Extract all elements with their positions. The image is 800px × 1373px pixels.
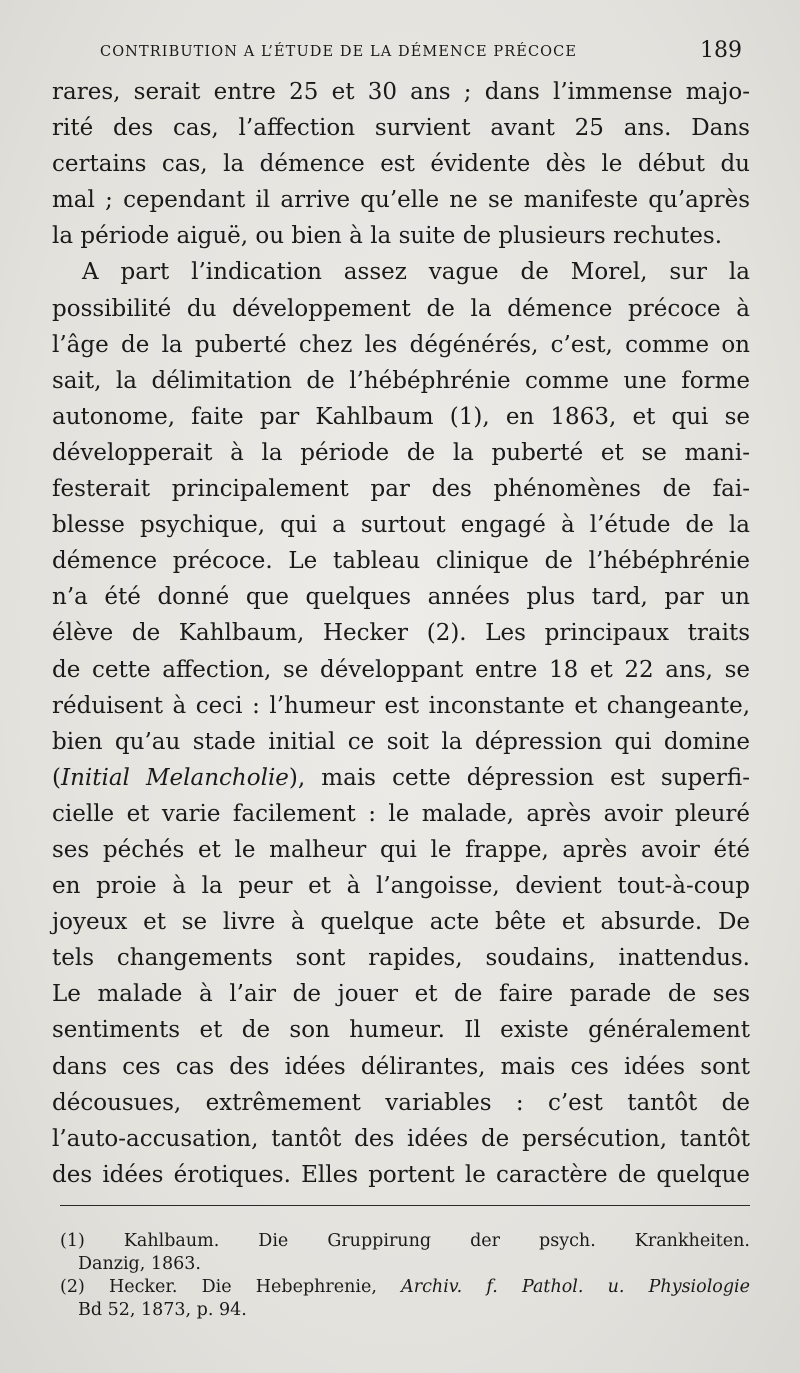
footnote-2	[60, 1276, 750, 1299]
running-head	[100, 36, 742, 66]
footnote-1: (1) Kahlbaum. Die Gruppirung der psych. Krankheiten.	[60, 1231, 750, 1251]
footnote-1-continued: Danzig, 1863.	[78, 1254, 201, 1274]
text-line: dans ces cas des idées délirantes, mais ces idées sont	[52, 1053, 750, 1080]
body-text	[52, 74, 750, 1193]
footnote-2-text: (2) Hecker. Die Hebephrenie,	[60, 1277, 402, 1297]
text-line: Le malade à l’air de jouer et de faire parade de ses	[52, 981, 750, 1008]
text-line: en proie à la peur et à l’angoisse, devient tout-à-coup	[52, 873, 750, 900]
text-line: démence précoce. Le tableau clinique de l’hébéphrénie	[52, 548, 750, 575]
text-line: n’a été donné que quelques années plus tard, par un	[52, 584, 750, 611]
text-line: festerait principalement par des phénomènes de fai-	[52, 476, 750, 503]
text-line: développerait à la période de la puberté et se mani-	[52, 439, 750, 466]
text-line: ses péchés et le malheur qui le frappe, après avoir été	[52, 836, 750, 863]
footnotes	[60, 1230, 750, 1322]
text-line: décousues, extrêmement variables : c’est tantôt de	[52, 1089, 750, 1116]
text-line: mal ; cependant il arrive qu’elle ne se manifeste qu’après	[52, 187, 750, 214]
text-line: certains cas, la démence est évidente dès le début du	[52, 151, 750, 178]
text-line: joyeux et se livre à quelque acte bête et absurde. De	[52, 909, 750, 936]
footnote-rule	[60, 1205, 750, 1206]
text-line: la période aiguë, ou bien à la suite de plusieurs rechutes.	[52, 223, 723, 250]
text-line: cielle et varie facilement : le malade, après avoir pleuré	[52, 800, 750, 827]
text-line: des idées érotiques. Elles portent le caractère de quelque	[52, 1161, 750, 1188]
text-line: autonome, faite par Kahlbaum (1), en 1863, et qui se	[52, 403, 750, 430]
italic-term: Initial Melancholie	[60, 764, 289, 791]
text-line: rares, serait entre 25 et 30 ans ; dans l’immense majo-	[52, 79, 750, 105]
text-line: sentiments et de son humeur. Il existe généralement	[52, 1017, 750, 1044]
text-line: élève de Kahlbaum, Hecker (2). Les principaux traits	[52, 620, 750, 647]
page-number: 189	[700, 38, 742, 63]
text-line: bien qu’au stade initial ce soit la dépression qui domine	[52, 728, 750, 755]
text-line: l’auto-accusation, tantôt des idées de persécution, tantôt	[52, 1125, 750, 1152]
text-line-italic: (Initial Melancholie), mais cette dépression est superfi-	[52, 764, 750, 791]
text-line: possibilité du développement de la démence précoce à	[52, 295, 750, 322]
footnote-2-journal: Archiv. f. Pathol. u. Physiologie	[401, 1277, 750, 1297]
footnote-2-continued: Bd 52, 1873, p. 94.	[78, 1300, 247, 1320]
text-line: rité des cas, l’affection survient avant 25 ans. Dans	[52, 115, 750, 142]
text-line: l’âge de la puberté chez les dégénérés, c’est, comme on	[52, 331, 750, 358]
text-line: A part l’indication assez vague de Morel, sur la	[82, 259, 750, 286]
running-head-title: CONTRIBUTION A L’ÉTUDE DE LA DÉMENCE PRÉCOCE	[100, 44, 578, 60]
text-line: blesse psychique, qui a surtout engagé à l’étude de la	[52, 512, 750, 539]
text-line: tels changements sont rapides, soudains, inattendus.	[52, 945, 750, 972]
text-line: sait, la délimitation de l’hébéphrénie comme une forme	[52, 367, 750, 394]
text-line: réduisent à ceci : l’humeur est inconstante et changeante,	[52, 692, 750, 719]
text-line: de cette affection, se développant entre 18 et 22 ans, se	[52, 656, 750, 683]
